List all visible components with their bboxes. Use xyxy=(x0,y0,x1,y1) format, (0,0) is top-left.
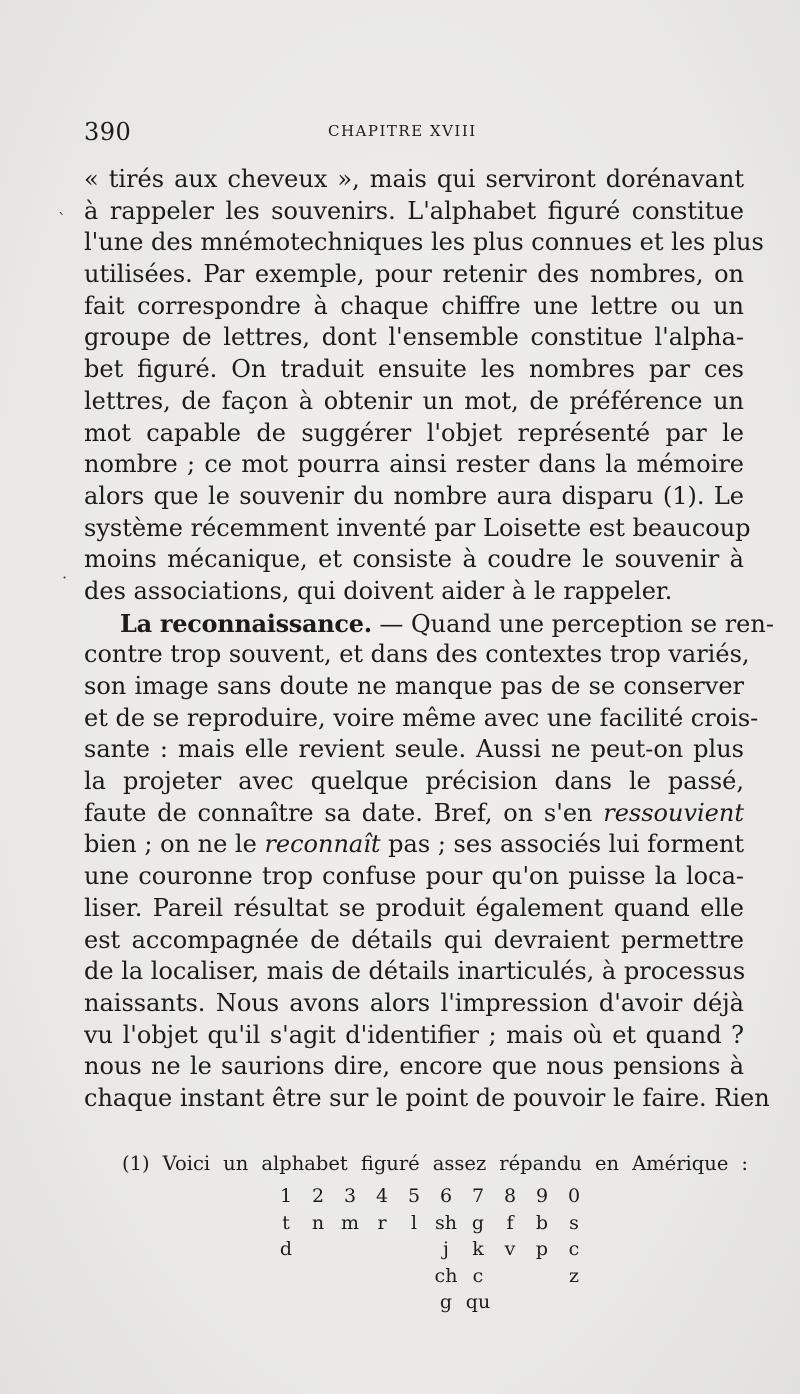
alphabet-cell: f xyxy=(506,1211,514,1234)
text-fragment: pas ; ses associés lui forment xyxy=(380,830,745,859)
text-fragment: faute de connaître sa date. Bref, on s'en xyxy=(84,798,604,827)
footnote xyxy=(122,1152,748,1175)
text-line: de la localiser, mais de détails inarticulés, à processus xyxy=(84,957,746,986)
text-line: contre trop souvent, et dans des contextes trop variés, xyxy=(84,640,750,669)
alphabet-cell xyxy=(526,1289,558,1316)
text-line: des associations, qui doivent aider à le rappeler. xyxy=(84,576,673,605)
margin-mark: ` xyxy=(58,210,66,229)
alphabet-cell: l xyxy=(410,1211,418,1234)
alphabet-cell: j xyxy=(443,1238,449,1260)
alphabet-cell: g xyxy=(439,1291,453,1313)
alphabet-cell xyxy=(398,1289,430,1316)
alphabet-cell xyxy=(494,1263,526,1290)
italic-word: ressouvient xyxy=(603,798,744,827)
text-line xyxy=(84,798,744,830)
text-line: à rappeler les souvenirs. L'alphabet figuré constitue xyxy=(84,196,744,225)
alphabet-cell: n xyxy=(311,1211,325,1234)
text-line: groupe de lettres, dont l'ensemble constitue l'alpha- xyxy=(84,323,744,352)
alphabet-cell: v xyxy=(504,1238,516,1260)
alphabet-cell xyxy=(398,1263,430,1290)
alphabet-cell: 0 xyxy=(567,1185,581,1207)
digit-row xyxy=(270,1183,590,1210)
alphabet-cell xyxy=(270,1289,302,1316)
text-line: nombre ; ce mot pourra ainsi rester dans la mémoire xyxy=(84,450,744,479)
text-line: liser. Pareil résultat se produit également quand elle xyxy=(84,893,744,922)
alphabet-cell: 7 xyxy=(471,1185,485,1207)
text-line: la projeter avec quelque précision dans le passé, xyxy=(84,767,744,796)
page-number: 390 xyxy=(84,118,132,146)
alphabet-cell: 6 xyxy=(439,1185,453,1207)
text-line: fait correspondre à chaque chiffre une lettre ou un xyxy=(84,291,744,320)
text-line: bet figuré. On traduit ensuite les nombres par ces xyxy=(84,355,744,384)
alphabet-cell: 8 xyxy=(503,1185,517,1207)
alphabet-cell xyxy=(526,1263,558,1290)
letter-row xyxy=(270,1263,590,1290)
letter-row xyxy=(270,1236,590,1263)
alphabet-cell: m xyxy=(340,1211,360,1234)
alphabet-cell xyxy=(302,1236,334,1263)
alphabet-cell xyxy=(398,1236,430,1263)
running-head: CHAPITRE XVIII xyxy=(328,122,477,140)
alphabet-cell xyxy=(366,1263,398,1290)
text-line: l'une des mnémotechniques les plus connues et les plus xyxy=(84,228,764,257)
alphabet-cell: 4 xyxy=(375,1185,389,1207)
body-text xyxy=(84,164,774,1115)
alphabet-cell: g xyxy=(471,1211,485,1234)
alphabet-cell xyxy=(302,1263,334,1290)
letter-row xyxy=(270,1210,590,1237)
alphabet-cell: 1 xyxy=(279,1185,293,1207)
text-line: vu l'objet qu'il s'agit d'identifier ; mais où et quand ? xyxy=(84,1020,744,1049)
alphabet-cell xyxy=(366,1236,398,1263)
text-line: et de se reproduire, voire même avec une facilité crois- xyxy=(84,703,759,732)
alphabet-cell: sh xyxy=(435,1211,457,1234)
text-line: utilisées. Par exemple, pour retenir des nombres, on xyxy=(84,260,744,289)
figured-alphabet-table xyxy=(270,1183,590,1316)
text-line: est accompagnée de détails qui devraient permettre xyxy=(84,925,744,954)
text-line xyxy=(84,829,744,861)
alphabet-cell xyxy=(302,1289,334,1316)
text-line: « tirés aux cheveux », mais qui serviront dorénavant xyxy=(84,165,744,193)
alphabet-cell xyxy=(270,1263,302,1290)
alphabet-cell xyxy=(334,1236,366,1263)
alphabet-cell: b xyxy=(535,1211,549,1234)
alphabet-cell: qu xyxy=(465,1291,491,1313)
alphabet-cell: p xyxy=(535,1238,549,1260)
margin-mark: · xyxy=(62,568,68,587)
letter-row xyxy=(270,1289,590,1316)
alphabet-cell: d xyxy=(279,1238,293,1260)
alphabet-cell: ch xyxy=(434,1264,458,1287)
text-line: moins mécanique, et consiste à coudre le souvenir à xyxy=(84,545,744,574)
alphabet-cell: t xyxy=(282,1211,290,1234)
text-fragment: bien ; on ne le xyxy=(84,830,265,859)
alphabet-cell xyxy=(366,1289,398,1316)
text-line: mot capable de suggérer l'objet représenté par le xyxy=(84,418,744,447)
page-header xyxy=(84,118,744,152)
text-line: système récemment inventé par Loisette est beaucoup xyxy=(84,513,751,542)
alphabet-cell: s xyxy=(569,1211,579,1234)
alphabet-cell: k xyxy=(472,1238,484,1260)
text-line: nous ne le saurions dire, encore que nous pensions à xyxy=(84,1052,744,1081)
alphabet-cell: r xyxy=(377,1211,387,1234)
text-fragment: — Quand une perception se ren- xyxy=(371,609,774,638)
section-heading-line xyxy=(84,608,774,640)
section-title: La reconnaissance. xyxy=(120,608,372,638)
text-line: son image sans doute ne manque pas de se conserver xyxy=(84,672,744,700)
text-line: naissants. Nous avons alors l'impression d'avoir déjà xyxy=(84,988,744,1017)
footnote-text: (1) Voici un alphabet figuré assez répandu en Amérique : xyxy=(122,1152,748,1175)
alphabet-cell xyxy=(334,1263,366,1290)
text-line: sante : mais elle revient seule. Aussi ne peut-on plus xyxy=(84,735,744,764)
text-line: alors que le souvenir du nombre aura disparu (1). Le xyxy=(84,481,744,510)
alphabet-cell: c xyxy=(568,1238,580,1260)
alphabet-cell: c xyxy=(472,1264,484,1287)
alphabet-cell: 2 xyxy=(311,1185,325,1207)
alphabet-cell: 9 xyxy=(535,1185,549,1207)
alphabet-cell: 5 xyxy=(407,1185,421,1207)
alphabet-cell xyxy=(334,1289,366,1316)
alphabet-cell xyxy=(558,1289,590,1316)
alphabet-cell: z xyxy=(568,1264,579,1287)
text-line: chaque instant être sur le point de pouvoir le faire. Rien xyxy=(84,1083,770,1112)
alphabet-cell xyxy=(494,1289,526,1316)
text-line: lettres, de façon à obtenir un mot, de préférence un xyxy=(84,386,744,415)
alphabet-cell: 3 xyxy=(343,1185,357,1207)
italic-word: reconnaît xyxy=(264,830,381,859)
text-line: une couronne trop confuse pour qu'on puisse la loca- xyxy=(84,862,744,891)
